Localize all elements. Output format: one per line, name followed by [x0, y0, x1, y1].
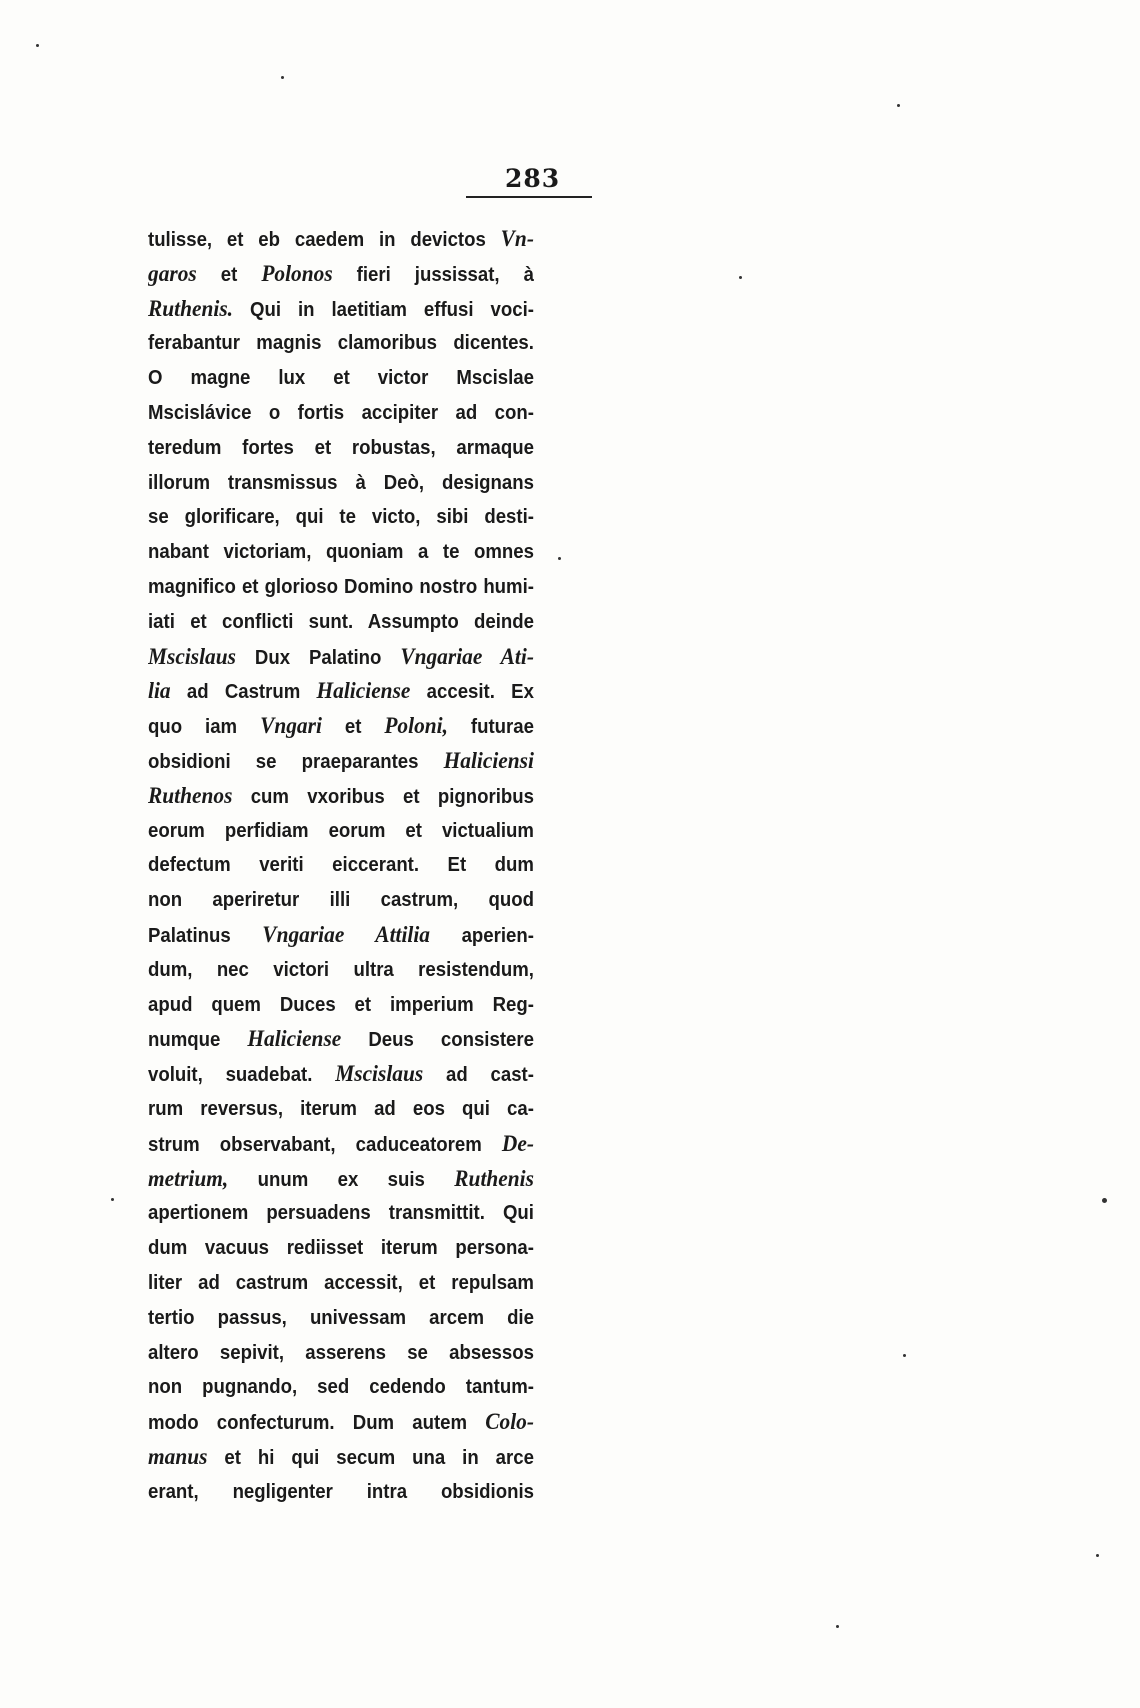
text-run: Palatinus — [148, 924, 263, 947]
text-line — [148, 257, 534, 292]
italic-name: Ruthenos — [148, 782, 233, 808]
text-run: ad cast- — [423, 1064, 534, 1087]
text-line — [148, 1127, 534, 1162]
text-run: accesit. Ex — [410, 681, 534, 704]
text-run: et — [196, 263, 262, 286]
text-run: tertio passus, univessam arcem die — [148, 1306, 534, 1329]
text-run: apud quem Duces et imperium Reg- — [148, 993, 534, 1016]
scan-speck — [281, 76, 284, 79]
text-run: voluit, suadebat. — [148, 1064, 336, 1087]
text-run: nabant victoriam, quoniam a te omnes — [148, 541, 534, 564]
text-line — [148, 1057, 534, 1092]
italic-name: Colo- — [485, 1409, 534, 1435]
text-line — [148, 709, 534, 744]
text-run: tulisse, et eb caedem in devictos — [148, 229, 501, 251]
text-line — [148, 326, 534, 361]
text-run: Dux Palatino — [235, 646, 401, 669]
scan-speck — [558, 557, 561, 560]
text-run: magnifico et glorioso Domino nostro humi- — [148, 575, 534, 598]
text-line — [148, 883, 534, 918]
italic-name: metrium, — [148, 1165, 229, 1191]
italic-name: Ruthenis. — [148, 295, 234, 321]
text-run: ad Castrum — [170, 681, 317, 704]
italic-name: Mscislaus — [148, 643, 236, 669]
text-run: defectum veriti eiccerant. Et dum — [148, 854, 534, 877]
italic-name: Vngariae Ati- — [400, 643, 534, 669]
text-line — [148, 953, 534, 988]
text-line — [148, 1336, 534, 1371]
text-line — [148, 744, 534, 779]
italic-name: Haliciense — [316, 678, 411, 704]
text-line — [148, 918, 534, 953]
scan-speck — [897, 104, 900, 107]
scan-speck — [1102, 1198, 1107, 1203]
text-line — [148, 605, 534, 640]
text-line — [148, 1022, 534, 1057]
text-line — [148, 1231, 534, 1266]
text-line — [148, 848, 534, 883]
scan-speck — [36, 44, 39, 47]
text-run: non pugnando, sed cedendo tantum- — [148, 1376, 534, 1399]
text-run: ferabantur magnis clamoribus dicentes. — [148, 332, 534, 355]
text-run: modo confecturum. Dum autem — [148, 1412, 486, 1435]
text-run: Qui in laetitiam effusi voci- — [233, 298, 534, 321]
text-run: dum vacuus rediisset iterum persona- — [148, 1237, 534, 1260]
text-run: obsidioni se praeparantes — [148, 750, 444, 773]
italic-name: Poloni, — [384, 713, 448, 739]
italic-name: lia — [148, 678, 171, 704]
text-run: fieri jussissat, à — [332, 263, 534, 286]
text-run: iati et conflicti sunt. Assumpto deinde — [148, 610, 534, 633]
text-line — [148, 466, 534, 501]
text-run: numque — [148, 1029, 248, 1052]
italic-name: De- — [501, 1130, 534, 1156]
text-line — [148, 779, 534, 814]
italic-name: Vngari — [260, 713, 322, 739]
text-run: cum vxoribus et pignoribus — [232, 785, 534, 808]
text-run: illorum transmissus à Deò, designans — [148, 471, 534, 494]
text-run: aperien- — [429, 924, 534, 947]
italic-name: garos — [148, 260, 197, 286]
italic-name: Vngariae Attilia — [262, 921, 430, 947]
italic-name: Vn- — [500, 226, 534, 251]
scan-speck — [836, 1625, 839, 1628]
text-line — [148, 500, 534, 535]
italic-name: Mscislaus — [335, 1061, 424, 1087]
text-run: unum ex suis — [228, 1168, 455, 1191]
italic-name: Haliciense — [247, 1026, 342, 1052]
text-line — [148, 535, 534, 570]
text-line — [148, 1370, 534, 1405]
italic-name: manus — [148, 1443, 208, 1469]
body-text — [148, 222, 534, 1509]
text-run: erant, negligenter intra obsidionis — [148, 1480, 534, 1503]
text-run: liter ad castrum accessit, et repulsam — [148, 1271, 534, 1294]
text-run: futurae — [447, 716, 534, 739]
italic-name: Haliciensi — [443, 747, 534, 773]
text-line — [148, 1440, 534, 1475]
text-run: et hi qui secum una in arce — [207, 1446, 534, 1469]
scan-speck — [903, 1354, 906, 1357]
text-line — [148, 361, 534, 396]
scan-speck — [739, 276, 742, 279]
scan-speck — [1096, 1554, 1099, 1557]
text-line — [148, 1405, 534, 1440]
text-line — [148, 1162, 534, 1197]
text-line — [148, 431, 534, 466]
text-line — [148, 396, 534, 431]
text-line — [148, 1475, 534, 1510]
italic-name: Ruthenis — [454, 1165, 534, 1191]
text-line — [148, 1092, 534, 1127]
text-line — [148, 222, 534, 257]
text-line — [148, 674, 534, 709]
scan-speck — [111, 1198, 114, 1201]
text-run: et — [321, 716, 385, 739]
text-run: quo iam — [148, 716, 261, 739]
text-line — [148, 1301, 534, 1336]
text-run: teredum fortes et robustas, armaque — [148, 436, 534, 459]
text-run: se glorificare, qui te victo, sibi desti- — [148, 506, 534, 529]
text-run: O magne lux et victor Mscislae — [148, 367, 534, 390]
text-run: dum, nec victori ultra resistendum, — [148, 958, 534, 981]
text-line — [148, 814, 534, 849]
page-number: 283 — [505, 164, 561, 193]
text-run: altero sepivit, asserens se absessos — [148, 1341, 534, 1364]
text-run: rum reversus, iterum ad eos qui ca- — [148, 1097, 534, 1120]
text-run: Deus consistere — [341, 1029, 534, 1052]
header-rule — [466, 196, 592, 198]
text-line — [148, 1266, 534, 1301]
text-run: non aperiretur illi castrum, quod — [148, 889, 534, 912]
text-run: apertionem persuadens transmittit. Qui — [148, 1202, 534, 1225]
text-run: strum observabant, caduceatorem — [148, 1133, 502, 1156]
text-line — [148, 988, 534, 1023]
italic-name: Polonos — [261, 260, 333, 286]
text-run: Mscislávice o fortis accipiter ad con- — [148, 401, 534, 424]
text-line — [148, 1196, 534, 1231]
text-line — [148, 570, 534, 605]
text-line — [148, 640, 534, 675]
text-line — [148, 292, 534, 327]
text-run: eorum perfidiam eorum et victualium — [148, 819, 534, 842]
